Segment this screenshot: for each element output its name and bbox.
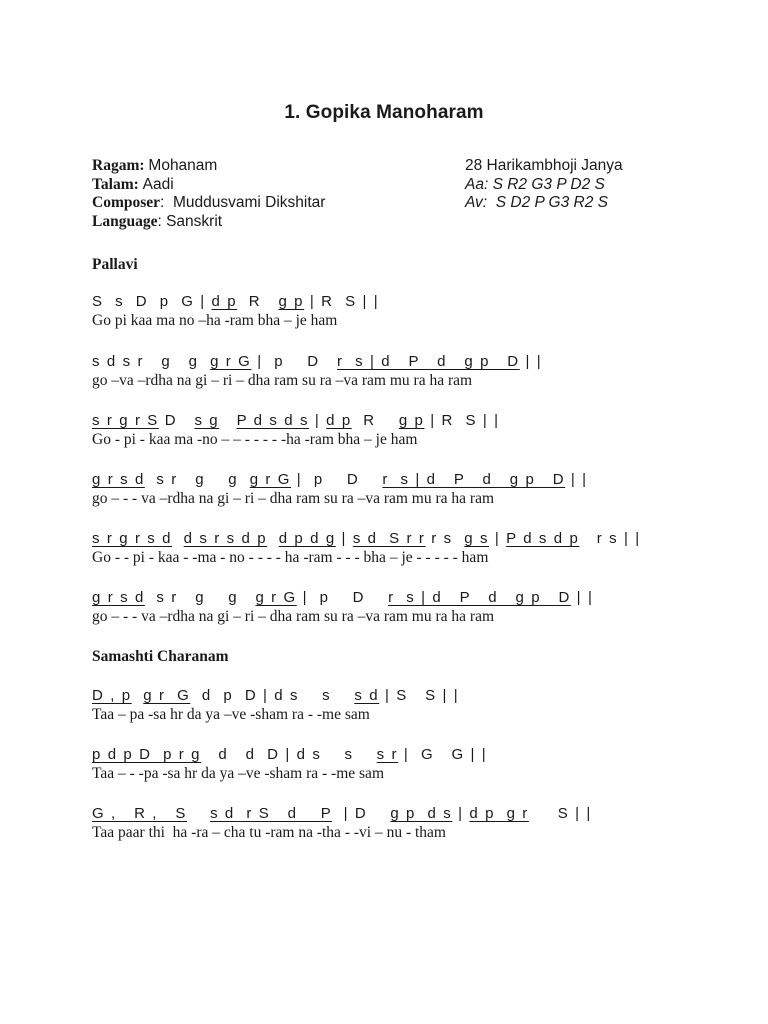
notation-line: [92, 470, 712, 508]
swara-group-underlined: g p: [398, 412, 425, 429]
swara-line: [92, 529, 712, 548]
swara-segment: [187, 805, 210, 822]
swara-segment: s r g g: [144, 471, 250, 488]
swara-segment: |: [489, 530, 507, 547]
swara-segment: |: [309, 412, 327, 429]
lyric-line: Taa – - -pa -sa hr da ya –ve -sham ra - -me sam: [92, 765, 384, 782]
section-heading: Pallavi: [92, 256, 138, 273]
swara-segment: | R S | |: [304, 293, 380, 310]
swara-segment: |: [452, 805, 470, 822]
talam-label: Talam:: [92, 175, 139, 193]
swara-segment: d d D | d s s: [201, 746, 377, 763]
composer-row: [92, 194, 325, 213]
swara-group-underlined: g r G: [255, 589, 297, 606]
swara-group-underlined: d p: [211, 293, 238, 310]
swara-group-underlined: g r G: [210, 353, 252, 370]
swara-segment: r s: [425, 530, 465, 547]
swara-group-underlined: s d: [354, 687, 380, 704]
swara-segment: | |: [570, 589, 594, 606]
swara-segment: s r g g: [144, 589, 256, 606]
ragam-value: Mohanam: [148, 157, 218, 174]
swara-group-underlined: g p: [278, 293, 305, 310]
notation-line: [92, 529, 712, 567]
swara-line: [92, 804, 712, 823]
swara-segment: | |: [565, 471, 588, 488]
swara-segment: S | |: [528, 805, 592, 822]
swara-segment: | R S | |: [424, 412, 500, 429]
lyric-line: go –va –rdha na gi – ri – dha ram su ra –va ram mu ra ha ram: [92, 372, 473, 389]
swara-segment: | p D: [291, 471, 383, 488]
lyric-line: Go pi kaa ma no –ha -ram bha – je ham: [92, 312, 338, 329]
janya-text: 28 Harikambhoji Janya: [465, 157, 623, 174]
swara-group-underlined: r s | d P d g p D: [388, 589, 571, 606]
section-heading: Samashti Charanam: [92, 648, 229, 665]
notation-line: [92, 588, 712, 626]
swara-group-underlined: d p g r: [469, 805, 529, 822]
swara-group-underlined: s r g r s d: [92, 530, 173, 547]
notation-line: [92, 686, 712, 724]
language-value: : Sanskrit: [157, 213, 223, 231]
swara-line: [92, 411, 712, 430]
notation-line: [92, 745, 712, 783]
swara-group-underlined: P d s d s: [236, 412, 310, 429]
swara-segment: [172, 530, 184, 547]
swara-line: [92, 686, 712, 705]
swara-group-underlined: g r G: [249, 471, 292, 488]
swara-segment: | p D: [251, 353, 337, 370]
notation-line: [92, 411, 712, 449]
lyric-line: Taa paar thi ha -ra – cha tu -ram na -tha - -vi – nu - tham: [92, 824, 446, 841]
swara-segment: | G G | |: [398, 746, 488, 763]
swara-group-underlined: d s r s d p: [183, 530, 268, 547]
lyric-line: Go - - pi - kaa - -ma - no - - - - ha -ram - - - bha – je - - - - - ham: [92, 549, 489, 566]
swara-group-underlined: r s | d P d g p D: [382, 471, 566, 488]
swara-segment: |: [335, 530, 353, 547]
language-label: Language: [92, 213, 158, 231]
swara-group-underlined: s g: [194, 412, 220, 429]
ragam-row: [92, 157, 325, 176]
swara-segment: [219, 412, 236, 429]
swara-segment: [132, 687, 144, 704]
swara-line: [92, 292, 712, 311]
swara-group-underlined: g p d s: [390, 805, 453, 822]
notation-line: [92, 804, 712, 842]
swara-segment: | |: [519, 353, 543, 370]
swara-group-underlined: p d p D p r g: [92, 746, 202, 763]
ragam-label: Ragam:: [92, 157, 145, 174]
swara-group-underlined: s d r S d P: [210, 805, 333, 822]
swara-group-underlined: g r s d: [92, 589, 145, 606]
swara-segment: | S S | |: [379, 687, 460, 704]
notation-line: [92, 352, 712, 390]
swara-segment: d p D | d s s: [190, 687, 355, 704]
swara-line: [92, 588, 712, 607]
swara-group-underlined: g r G: [143, 687, 191, 704]
swara-segment: [267, 530, 279, 547]
avarohanam-text: Av: S D2 P G3 R2 S: [465, 194, 609, 212]
swara-group-underlined: r s | d P d g p D: [336, 353, 520, 370]
lyric-line: Go - pi - kaa ma -no – – - - - - -ha -ram bha – je ham: [92, 431, 418, 448]
swara-segment: | D: [332, 805, 391, 822]
swara-group-underlined: P d s d p: [506, 530, 580, 547]
swara-segment: S s D p G |: [92, 293, 212, 310]
swara-segment: D: [158, 412, 195, 429]
swara-segment: r s | |: [579, 530, 641, 547]
swara-line: [92, 745, 712, 764]
swara-segment: s d s r g g: [92, 353, 211, 370]
swara-group-underlined: G , R , S: [92, 805, 187, 822]
notation-line: [92, 292, 712, 330]
song-details: [92, 157, 325, 232]
swara-segment: R: [351, 412, 399, 429]
swara-group-underlined: d p: [326, 412, 352, 429]
composer-label: Composer: [92, 194, 161, 212]
arohanam-text: Aa: S R2 G3 P D2 S: [465, 175, 605, 193]
lyric-line: Taa – pa -sa hr da ya –ve -sham ra - -me sam: [92, 706, 370, 723]
swara-group-underlined: s r: [376, 746, 399, 763]
lyric-line: go – - - va –rdha na gi – ri – dha ram su ra –va ram mu ra ha ram: [92, 608, 495, 625]
swara-group-underlined: s d S r r: [352, 530, 426, 547]
swara-segment: R: [237, 293, 279, 310]
swara-group-underlined: g r s d: [92, 471, 145, 488]
swara-line: [92, 352, 712, 371]
talam-value: Aadi: [142, 175, 174, 193]
language-row: [92, 213, 325, 232]
swara-group-underlined: D , p: [92, 687, 132, 704]
lyric-line: go – - - va –rdha na gi – ri – dha ram su ra –va ram mu ra ha ram: [92, 490, 495, 507]
swara-group-underlined: s r g r S: [92, 412, 159, 429]
raga-scale-details: [465, 157, 623, 213]
swara-group-underlined: d p d g: [278, 530, 336, 547]
talam-row: [92, 176, 325, 195]
composer-value: : Muddusvami Dikshitar: [160, 194, 326, 212]
swara-segment: | p D: [296, 589, 389, 606]
swara-group-underlined: g s: [464, 530, 490, 547]
page-title: 1. Gopika Manoharam: [284, 102, 484, 123]
swara-line: [92, 470, 712, 489]
